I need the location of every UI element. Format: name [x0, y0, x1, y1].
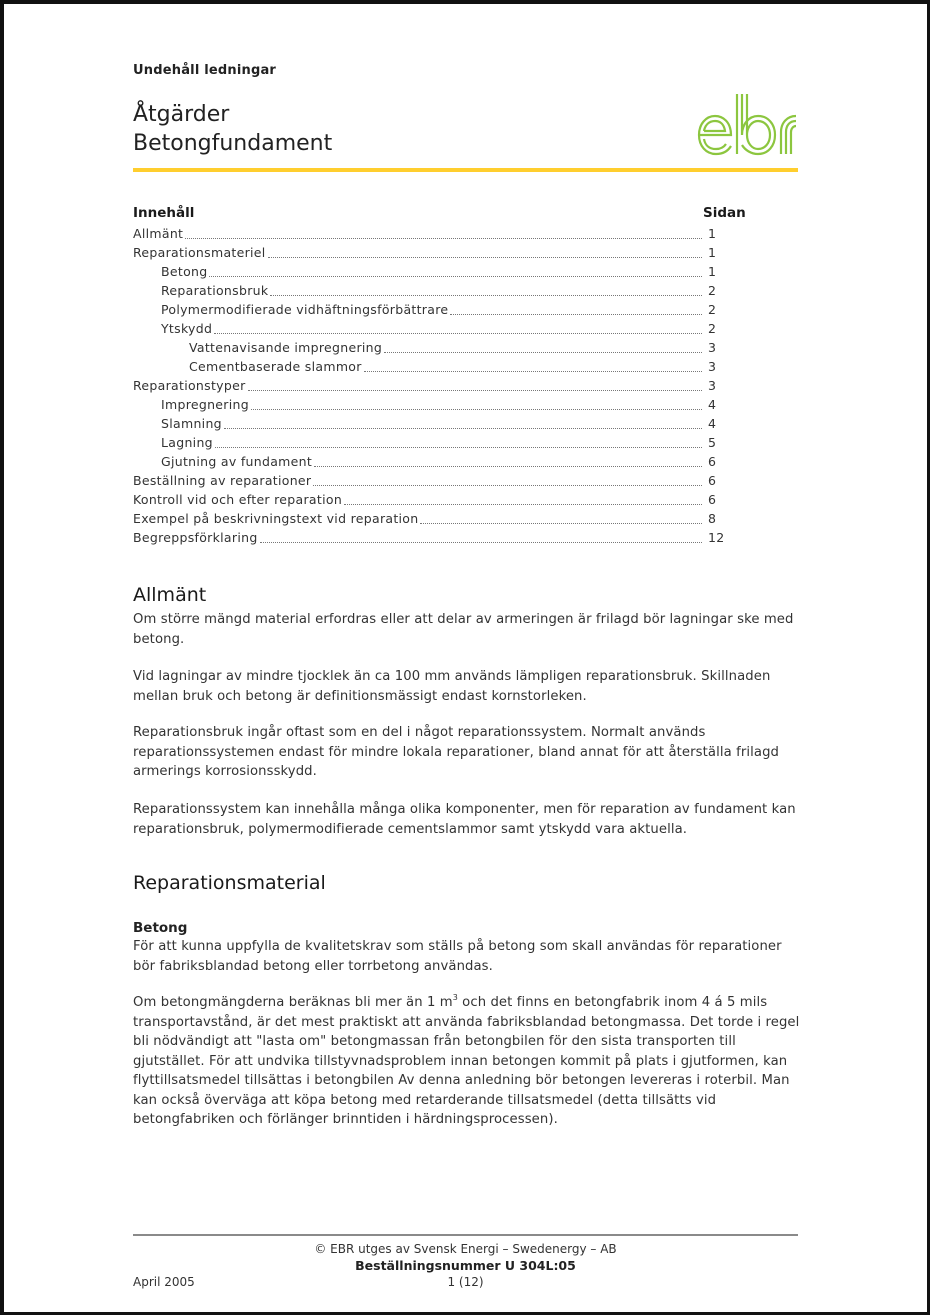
toc-leader-dots [270, 295, 702, 296]
text: och det finns en betongfabrik inom 4 á 5 mils transportavstånd, är det mest praktiskt att använda fabriksblandad betongmassa. Det torde i regel bli nödvändigt att "lasta om" betongmassan från betongbilen för den sista transporten till gjutstället. För att undvika tillstyvnadsproblem innan betongen kommit på plats i gjutformen, kan flyttillsatsmedel tillsättas i betongbilen Av denna anledning bör betongen levereras i roterbil. Man kan också överväga att köpa betong med retarderande tillsatsmedel (detta tillsätts vid betongfabriken och förlänger brinntiden i härdningsprocessen). [133, 995, 800, 1127]
toc-leader-dots [248, 390, 702, 391]
toc-entry-page: 2 [708, 283, 717, 298]
toc-entry-label: Ytskydd [161, 321, 213, 336]
toc-entry-page: 2 [708, 321, 717, 336]
toc-entry-label: Reparationsbruk [161, 283, 269, 298]
toc-leader-dots [313, 485, 702, 486]
toc-entry-label: Gjutning av fundament [161, 454, 313, 469]
toc-entry[interactable] [133, 509, 753, 528]
toc-list [133, 224, 753, 547]
toc-entry-page: 2 [708, 302, 717, 317]
toc-entry-label: Impregnering [161, 397, 249, 412]
toc-entry-label: Betong [161, 264, 208, 279]
toc-entry-page: 1 [708, 226, 717, 241]
footer-order-number: Beställningsnummer U 304L:05 [355, 1258, 576, 1273]
toc-entry[interactable] [133, 414, 753, 433]
toc-page-heading: Sidan [703, 205, 746, 221]
toc-entry[interactable] [133, 281, 753, 300]
paragraph: För att kunna uppfylla de kvalitetskrav som ställs på betong som skall användas för reparationer bör fabriksblandad betong eller torrbetong användas. [133, 939, 782, 974]
toc-entry-label: Begreppsförklaring [133, 530, 258, 545]
footer-copyright: © EBR utges av Svensk Energi – Swedenergy – AB [314, 1242, 617, 1256]
paragraph: Reparationssystem kan innehålla många olika komponenter, men för reparation av fundament kan reparationsbruk, polymermodifierade cementslammor samt ytskydd vara aktuella. [133, 802, 796, 837]
toc-entry-page: 4 [708, 416, 717, 431]
header-divider [133, 168, 798, 172]
text: Om betongmängderna beräknas bli mer än 1 m [133, 995, 453, 1010]
paragraph [133, 993, 803, 1130]
toc-entry-page: 6 [708, 492, 717, 507]
toc-entry[interactable] [133, 300, 753, 319]
title-line-1: Åtgärder [133, 102, 230, 127]
toc-leader-dots [185, 238, 702, 239]
toc-entry-page: 5 [708, 435, 717, 450]
toc-heading: Innehåll [133, 205, 195, 221]
toc-entry[interactable] [133, 433, 753, 452]
toc-entry[interactable] [133, 490, 753, 509]
toc-entry-page: 6 [708, 454, 717, 469]
footer-page-number: 1 (12) [447, 1275, 484, 1289]
section-heading-allmant: Allmänt [133, 584, 207, 606]
toc-leader-dots [215, 447, 702, 448]
toc-leader-dots [268, 257, 702, 258]
table-of-contents [133, 205, 753, 547]
toc-entry-page: 8 [708, 511, 717, 526]
toc-entry-label: Exempel på beskrivningstext vid reparation [133, 511, 419, 526]
toc-entry[interactable] [133, 357, 753, 376]
paragraph: Vid lagningar av mindre tjocklek än ca 100 mm används lämpligen reparationsbruk. Skillnaden mellan bruk och betong är definitionsmässigt endast kornstorleken. [133, 669, 771, 704]
toc-entry-page: 1 [708, 245, 717, 260]
paragraph: Om större mängd material erfordras eller att delar av armeringen är frilagd bör lagningar ske med betong. [133, 612, 794, 647]
subheading-betong: Betong [133, 920, 188, 936]
toc-leader-dots [364, 371, 702, 372]
toc-entry[interactable] [133, 528, 753, 547]
toc-entry-label: Cementbaserade slammor [189, 359, 362, 374]
toc-entry[interactable] [133, 376, 753, 395]
toc-entry-label: Polymermodifierade vidhäftningsförbättrare [161, 302, 449, 317]
toc-leader-dots [450, 314, 702, 315]
toc-leader-dots [344, 504, 702, 505]
toc-entry[interactable] [133, 262, 753, 281]
toc-entry-label: Vattenavisande impregnering [189, 340, 383, 355]
superscript: 3 [452, 993, 458, 1002]
toc-entry-page: 4 [708, 397, 717, 412]
document-title [133, 100, 332, 158]
toc-entry-label: Reparationstyper [133, 378, 246, 393]
toc-entry[interactable] [133, 243, 753, 262]
toc-entry-page: 3 [708, 378, 717, 393]
toc-entry-label: Lagning [161, 435, 213, 450]
document-category: Undehåll ledningar [133, 63, 277, 78]
toc-entry-page: 1 [708, 264, 717, 279]
title-line-2: Betongfundament [133, 131, 333, 156]
toc-leader-dots [420, 523, 702, 524]
footer-date: April 2005 [133, 1275, 195, 1289]
toc-entry-label: Beställning av reparationer [133, 473, 312, 488]
toc-entry-page: 3 [708, 359, 717, 374]
toc-leader-dots [224, 428, 702, 429]
toc-header [133, 205, 753, 224]
toc-leader-dots [214, 333, 702, 334]
paragraph: Reparationsbruk ingår oftast som en del i något reparationssystem. Normalt används reparationssystemen endast för mindre lokala reparationer, bland annat för att återställa frilagd armerings korrosionsskydd. [133, 725, 780, 779]
ebr-logo-icon [695, 92, 799, 158]
toc-entry-page: 6 [708, 473, 717, 488]
toc-entry[interactable] [133, 471, 753, 490]
toc-entry[interactable] [133, 319, 753, 338]
toc-leader-dots [384, 352, 702, 353]
toc-entry[interactable] [133, 338, 753, 357]
toc-entry-page: 12 [708, 530, 725, 545]
toc-leader-dots [314, 466, 702, 467]
section-heading-reparationsmaterial: Reparationsmaterial [133, 872, 326, 894]
toc-entry-label: Reparationsmateriel [133, 245, 266, 260]
toc-entry[interactable] [133, 452, 753, 471]
footer-divider [133, 1234, 798, 1236]
toc-entry[interactable] [133, 224, 753, 243]
toc-leader-dots [260, 542, 702, 543]
toc-entry-label: Allmänt [133, 226, 184, 241]
toc-entry-page: 3 [708, 340, 717, 355]
toc-entry-label: Slamning [161, 416, 222, 431]
toc-leader-dots [251, 409, 702, 410]
toc-leader-dots [209, 276, 702, 277]
toc-entry-label: Kontroll vid och efter reparation [133, 492, 343, 507]
toc-entry[interactable] [133, 395, 753, 414]
